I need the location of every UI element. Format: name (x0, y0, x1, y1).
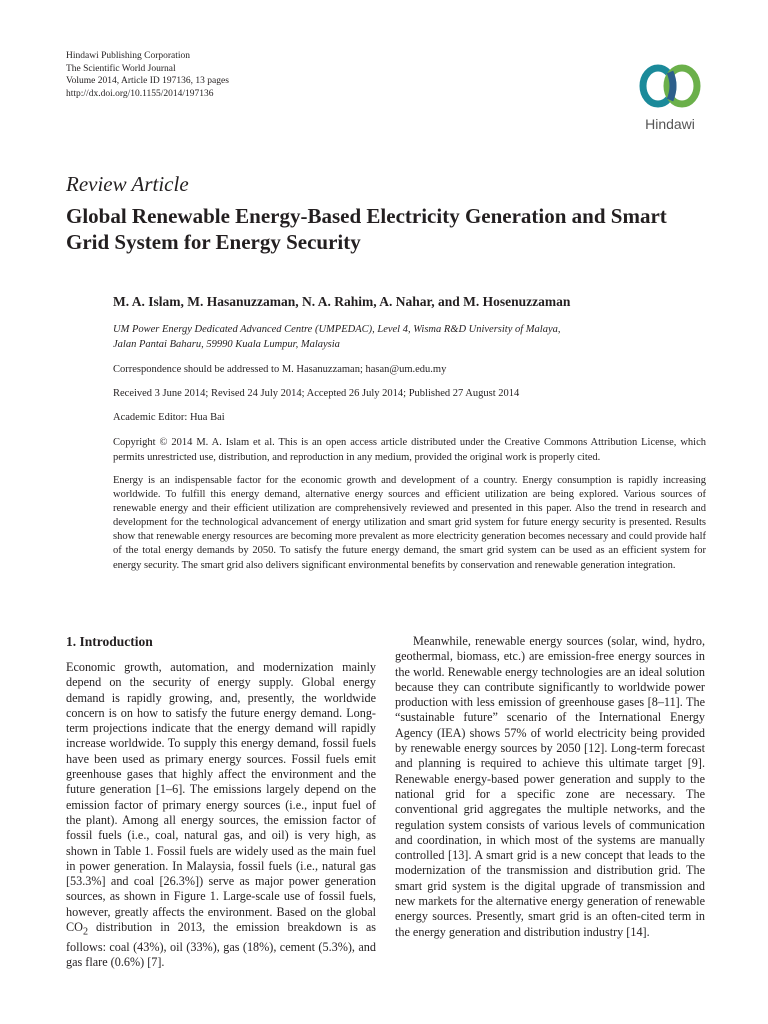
publication-dates: Received 3 June 2014; Revised 24 July 2014; Accepted 26 July 2014; Published 27 August 2014 (113, 388, 520, 399)
intro-text: distribution in 2013, the emission breakdown is as follows: coal (43%), oil (33%), gas (18%), cement (5.3%), and gas flare (0.6%) [7]. (66, 920, 376, 970)
intro-right-column: Meanwhile, renewable energy sources (solar, wind, hydro, geothermal, biomass, etc.) are emission-free energy sources in the world. Renewable energy technologies are an ideal solution because they can contribute significantly to worldwide power production with less emission of greenhouse gases [8–11]. The “sustainable future” scenario of the International Energy Agency (IEA) shows 57% of world electricity being provided by renewable energy sources by 2050 [12]. Long-term forecast and planning is required to achieve this ultimate target [9]. Renewable energy-based power generation and supply to the national grid for a specific zone are necessary. The conventional grid aggregates the multiple networks, and the regulation system consists of various levels of communication and coordination, in which most of the systems are manually controlled [13]. A smart grid is a new concept that leads to the modernization of the transmission and distribution grid. The smart grid system is the digital upgrade of transmission and new markets for the alternative energy generation of renewable energy sources. Presently, smart grid is an often-cited term in the energy generation and distribution industry [14]. (395, 634, 705, 939)
affiliation (113, 322, 706, 352)
intro-text: . Fossil fuels are widely used as the main fuel in power generation. In Malaysia, fossil fuels (i.e., natural gas [53.3%] and coal [26.3%]) serve as major power generation sources, as shown in (66, 843, 376, 904)
table-reference-link[interactable]: Table 1 (113, 843, 151, 858)
affiliation-line: Jalan Pantai Baharu, 59990 Kuala Lumpur, Malaysia (113, 339, 340, 350)
academic-editor: Academic Editor: Hua Bai (113, 412, 225, 423)
intro-left-column (66, 660, 376, 970)
copyright-notice: Copyright © 2014 M. A. Islam et al. This is an open access article distributed under the Creative Commons Attribution License, which permits unrestricted use, distribution, and reproduction in any medium, provided the original work is properly cited. (113, 437, 706, 463)
author-list: M. A. Islam, M. Hasanuzzaman, N. A. Rahim, A. Nahar, and M. Hosenuzzaman (113, 294, 571, 309)
figure-reference-link[interactable]: Figure 1 (173, 889, 216, 904)
journal-name: The Scientific World Journal (66, 63, 176, 74)
journal-header (66, 50, 229, 100)
hindawi-wordmark: Hindawi (645, 116, 695, 132)
affiliation-line: UM Power Energy Dedicated Advanced Centre (UMPEDAC), Level 4, Wisma R&D University of Malaya, (113, 324, 561, 335)
article-type: Review Article (66, 172, 189, 196)
intro-text: Economic growth, automation, and modernization mainly depend on the security of energy supply. Global energy demand is rapidly growing, and, presently, the worldwide concern is on how to satisfy the future energy demand. Long-term projections indicate that the energy demand will rapidly increase worldwide. To supply this energy demand, fossil fuels have been used as primary energy sources. Fossil fuels emit greenhouse gases that highly affect the environment and the future generation [1–6]. The emissions largely depend on the emission factor of primary energy sources (i.e., input fuel of the plant). Among all energy sources, the emission factor of fossil fuels (i.e., coal, natural gas, and oil) is very high, as shown in (66, 660, 376, 858)
section-heading: 1. Introduction (66, 634, 153, 649)
hindawi-logo (630, 58, 710, 136)
doi-link[interactable]: http://dx.doi.org/10.1155/2014/197136 (66, 88, 214, 99)
article-title: Global Renewable Energy-Based Electricity Generation and Smart Grid System for Energy Security (66, 204, 667, 254)
co2-subscript: 2 (82, 926, 89, 938)
intro-text: . Large-scale use of fossil fuels, however, greatly affects the environment. Based on the global CO (66, 889, 376, 935)
publisher-name: Hindawi Publishing Corporation (66, 51, 191, 61)
volume-info: Volume 2014, Article ID 197136, 13 pages (66, 76, 229, 86)
correspondence: Correspondence should be addressed to M. Hasanuzzaman; hasan@um.edu.my (113, 364, 447, 375)
abstract: Energy is an indispensable factor for the economic growth and development of a country. Energy consumption is rapidly increasing worldwide. To fulfill this energy demand, alternative energy sources and efficient utilization are being explored. Various sources of renewable energy and their efficient utilization are comprehensively reviewed and presented in this paper. Also the trend in research and development for the technological advancement of energy utilization and smart grid system for future energy security is presented. Results show that renewable energy resources are becoming more prevalent as more electricity generation becomes necessary and could provide half of the total energy demands by 2050. To satisfy the future energy demand, the smart grid system can be used as an efficient system for energy security. The smart grid also delivers significant environmental benefits by conservation and renewable generation integration. (113, 475, 706, 571)
hindawi-logo-icon (630, 58, 710, 114)
